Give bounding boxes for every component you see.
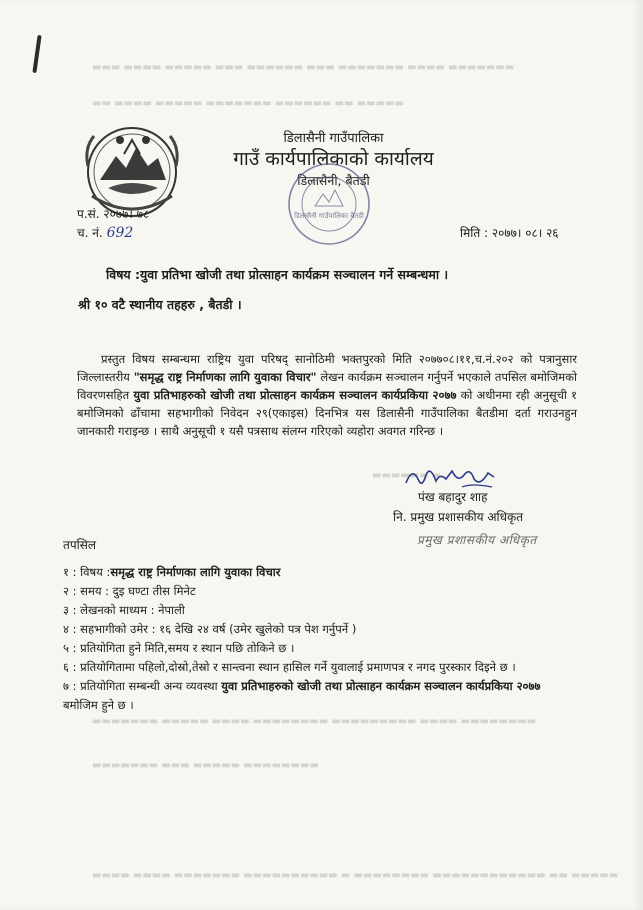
details-list bbox=[63, 563, 573, 715]
signatory-name: पंख बहादुर शाह bbox=[418, 490, 488, 504]
letter-subject: विषय :युवा प्रतिभा खोजी तथा प्रोत्साहन कार्यक्रम सञ्चालन गर्ने सम्बन्धमा । bbox=[106, 267, 449, 282]
stamp-text: डिलासैनी गाउँपालिका बैतडी bbox=[294, 212, 364, 220]
body-bold-2: युवा प्रतिभाहरुको खोजी तथा प्रोत्साहन कार्यक्रम सञ्चालन कार्यप्रकिया २०७७ bbox=[133, 388, 457, 402]
signatory-title: नि. प्रमुख प्रशासकीय अधिकृत bbox=[393, 510, 524, 524]
reference-number: प.सं. २०७७। ७८ bbox=[77, 207, 150, 221]
signatory-stamp: प्रमुख प्रशासकीय अधिकृत bbox=[417, 533, 537, 547]
bleed-through-text: ▬▬▬ ▬▬▬▬ ▬▬▬▬▬ ▬▬▬ ▬▬▬▬▬▬ ▬▬▬ ▬▬▬▬▬▬▬ ▬▬▬▬ ▬▬▬▬▬▬▬ bbox=[92, 62, 515, 73]
bleed-through-text: ▬▬▬▬▬▬ ▬ bbox=[372, 470, 442, 481]
bleed-through-text: ▬▬▬▬▬▬▬ ▬▬▬▬▬ ▬▬▬▬ ▬▬▬▬▬▬▬▬ ▬▬▬▬▬▬▬▬▬ ▬▬▬▬ ▬▬▬▬▬▬▬▬ bbox=[92, 716, 537, 727]
letter-body bbox=[77, 350, 577, 440]
details-item: ४ : सहभागीको उमेर : १६ देखि २४ वर्ष (उमेर खुलेको पत्र पेश गर्नुपर्ने ) bbox=[63, 622, 357, 636]
body-text-1: प्रस्तुत विषय सम्बन्धमा राष्ट्रिय युवा परिषद् सानोठिमी भक्तपुरको मिति २०७७०८।११,च.नं.२०२ को पत्रानुसार जिल्लास्तरीय bbox=[77, 352, 577, 384]
details-heading: तपसिल bbox=[63, 538, 97, 552]
bleed-through-text: ▬▬▬▬▬▬▬ ▬▬▬ ▬▬▬▬▬ ▬▬▬▬▬▬▬▬ bbox=[92, 760, 319, 771]
dispatch-number bbox=[77, 224, 133, 241]
pen-mark bbox=[32, 35, 41, 73]
details-item: २ : समय : दुइ घण्टा तीस मिनेट bbox=[63, 584, 196, 598]
body-bold-1: "समृद्ध राष्ट्र निर्माणका लागि युवाका विचार" bbox=[133, 370, 317, 384]
official-stamp bbox=[285, 160, 373, 248]
office-address: डिलासैनी, बैतडी bbox=[297, 173, 370, 188]
office-name: गाउँ कार्यपालिकाको कार्यालय bbox=[233, 148, 434, 170]
letter-addressee: श्री १० वटै स्थानीय तहहरु , बैतडी । bbox=[78, 297, 242, 312]
body-text-2: लेखन कार्यक्रम सञ्चालन गर्नुपर्ने भएकाले तपसिल बमोजिमको विवरणसहित bbox=[77, 370, 577, 402]
details-item: ७ : प्रतियोगिता सम्बन्धी अन्य व्यवस्था युवा प्रतिभाहरुको खोजी तथा प्रोत्साहन कार्यक्रम सञ्चालन कार्यप्रकिया २०७७ बमोजिम हुने छ । bbox=[63, 679, 541, 712]
details-item: ५ : प्रतियोगिता हुने मिति,समय र स्थान पछि तोकिने छ । bbox=[63, 641, 295, 655]
details-item: १ : विषय :समृद्ध राष्ट्र निर्माणका लागि युवाका विचार bbox=[63, 565, 281, 579]
municipality-name: डिलासैनी गाउँपालिका bbox=[283, 131, 384, 146]
bleed-through-text: ▬▬ ▬▬▬▬ ▬▬▬▬▬ ▬▬▬▬▬▬▬ ▬▬▬▬▬▬ ▬▬ ▬▬▬▬▬ bbox=[92, 98, 404, 109]
body-text-3: को अधीनमा रही अनुसूची १ बमोजिमको ढाँचामा सहभागीको निवेदन २९(एकाइस) दिनभित्र यस डिलासैनी गाउँपालिका बैतडीमा दर्ता गराउनहुन जानकारी गराइन्छ । साथै अनुसूची १ यसै पत्रसाथ संलग्न गरिएको व्यहोरा अवगत गरिन्छ । bbox=[77, 388, 578, 438]
bleed-through-text: ▬▬▬▬ ▬▬▬▬ ▬▬▬▬▬▬▬ ▬▬▬▬▬▬▬▬▬▬ ▬ ▬▬▬▬▬▬▬▬ ▬▬▬▬▬▬▬▬▬▬▬▬ ▬▬ ▬▬▬▬▬ bbox=[92, 870, 619, 881]
dispatch-handwritten-value: 692 bbox=[106, 225, 134, 241]
dispatch-label: च. नं. bbox=[77, 226, 103, 240]
details-item: ३ : लेखनको माध्यम : नेपाली bbox=[63, 603, 185, 617]
details-item: ६ : प्रतियोगितामा पहिलो,दोस्रो,तेस्रो र सान्त्वना स्थान हासिल गर्ने युवालाई प्रमाणपत्र र नगद पुरस्कार दिइने छ । bbox=[63, 660, 516, 674]
letter-date: मिति : २०७७। ०८। २६ bbox=[460, 226, 559, 240]
